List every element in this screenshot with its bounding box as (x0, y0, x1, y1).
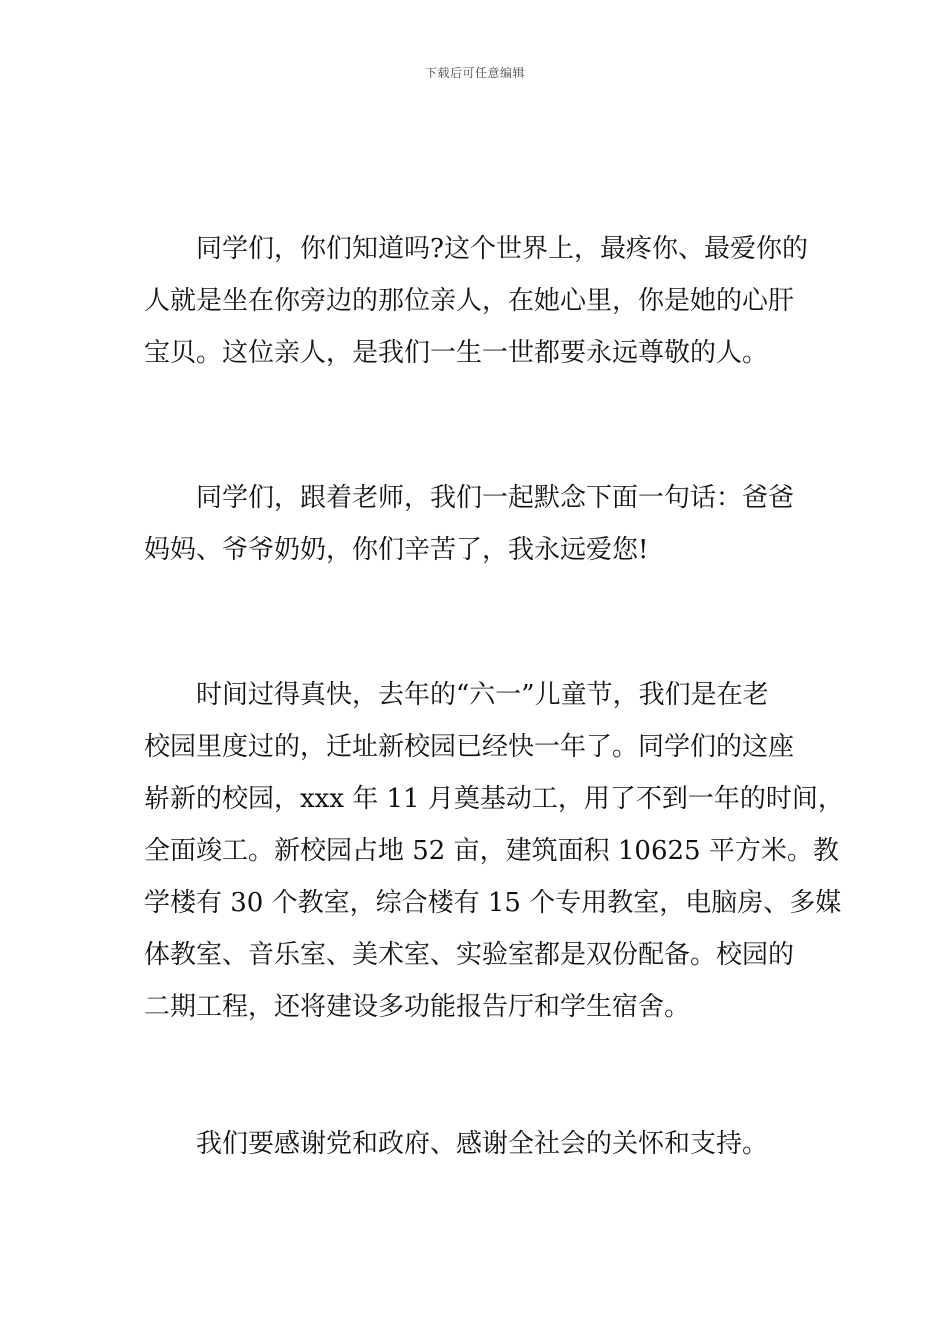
paragraph-line: 体教室、音乐室、美术室、实验室都是双份配备。校园的 (144, 940, 795, 970)
paragraph-line: 我们要感谢党和政府、感谢全社会的关怀和支持。 (196, 1129, 769, 1159)
paragraph-line: 妈妈、爷爷奶奶，你们辛苦了，我永远爱您! (144, 535, 649, 565)
page-header: 下载后可任意编辑 (424, 66, 525, 80)
paragraph-line: 学楼有 30 个教室，综合楼有 15 个专用教室，电脑房、多媒 (144, 888, 842, 918)
paragraph-line: 同学们，你们知道吗?这个世界上，最疼你、最爱你的 (196, 234, 808, 264)
paragraph-3 (144, 669, 844, 1033)
paragraph-line: 宝贝。这位亲人，是我们一生一世都要永远尊敬的人。 (144, 338, 769, 368)
paragraph-2 (144, 472, 814, 576)
paragraph-line: 时间过得真快，去年的“六一”儿童节，我们是在老 (196, 680, 769, 710)
paragraph-line: 同学们，跟着老师，我们一起默念下面一句话：爸爸 (196, 483, 795, 513)
paragraph-line: 崭新的校园，xxx 年 11 月奠基动工，用了不到一年的时间， (144, 784, 844, 814)
paragraph-4 (144, 1118, 814, 1170)
paragraph-1 (144, 223, 814, 379)
paragraph-line: 二期工程，还将建设多功能报告厅和学生宿舍。 (144, 992, 691, 1022)
paragraph-line: 全面竣工。新校园占地 52 亩，建筑面积 10625 平方米。教 (144, 836, 839, 866)
paragraph-line: 人就是坐在你旁边的那位亲人，在她心里，你是她的心肝 (144, 286, 795, 316)
paragraph-line: 校园里度过的，迁址新校园已经快一年了。同学们的这座 (144, 732, 795, 762)
